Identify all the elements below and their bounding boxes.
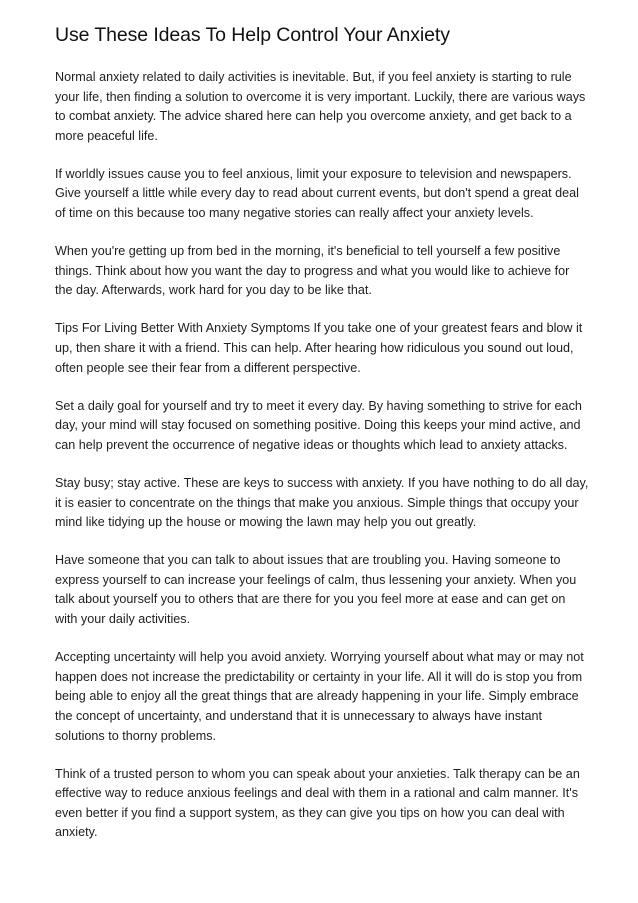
paragraph-talk-to-someone: Have someone that you can talk to about issues that are troubling you. Having someone to express yourself to can increase your feelings of calm, thus lessening your anxiety. When you talk about yourself you to others that are there for you you feel more at ease and can get on with your daily activities.	[55, 553, 577, 627]
paragraph-daily-goal: Set a daily goal for yourself and try to meet it every day. By having something to strive for each day, your mind will stay focused on something positive. Doing this keeps your mind active, and can help prevent the occurrence of negative ideas or thoughts which lead to anxiety attacks.	[55, 398, 582, 452]
document-page	[55, 22, 590, 862]
paragraph-morning-positive: When you're getting up from bed in the morning, it's beneficial to tell yourself a few positive things. Think about how you want the day to progress and what you would like to achieve for the day. Afterwards, work hard for you day to be like that.	[55, 244, 570, 298]
paragraph-normal-anxiety: Normal anxiety related to daily activities is inevitable. But, if you feel anxiety is starting to rule your life, then finding a solution to overcome it is very important. Luckily, there are various ways to combat anxiety. The advice shared here can help you overcome anxiety, and get back to a more peaceful life.	[55, 70, 586, 143]
document-title: Use These Ideas To Help Control Your Anxiety	[55, 24, 450, 46]
paragraph-accept-uncertainty: Accepting uncertainty will help you avoid anxiety. Worrying yourself about what may or may not happen does not increase the predictability or certainty in your life. All it will do is stop you from being able to enjoy all the great things that are already happening in your life. Simply embrace the concept of uncertainty, and understand that it is unnecessary to always have instant solutions to thorny problems.	[55, 650, 584, 743]
paragraph-stay-busy: Stay busy; stay active. These are keys to success with anxiety. If you have nothing to do all day, it is easier to concentrate on the things that make you anxious. Simple things that occupy your mind like tidying up the house or mowing the lawn may help you out greatly.	[55, 476, 589, 530]
paragraph-trusted-person: Think of a trusted person to whom you can speak about your anxieties. Talk therapy can be an effective way to reduce anxious feelings and deal with them in a rational and calm manner. It's even better if you find a support system, as they can give you tips on how you can deal with anxiety.	[55, 766, 580, 840]
paragraph-worldly-issues: If worldly issues cause you to feel anxious, limit your exposure to television and newspapers. Give yourself a little while every day to read about current events, but don't spend a great deal of time on this because too many negative stories can really affect your anxiety levels.	[55, 166, 579, 221]
paragraph-living-better-tips: Tips For Living Better With Anxiety Symptoms If you take one of your greatest fears and blow it up, then share it with a friend. This can help. After hearing how ridiculous you sound out loud, often people see their fear from a different perspective.	[55, 321, 583, 375]
